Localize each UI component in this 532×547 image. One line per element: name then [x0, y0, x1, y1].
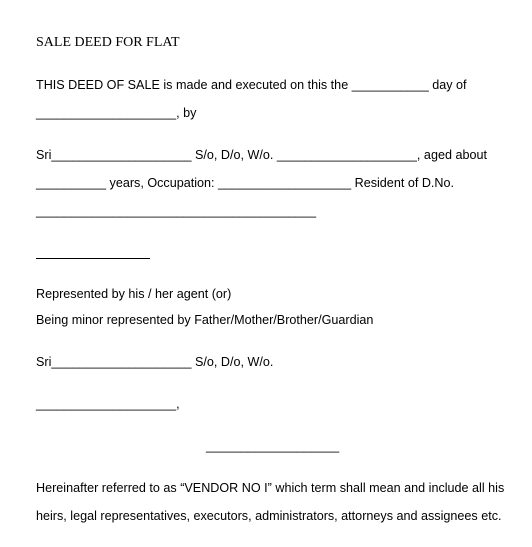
- deed-line-vendor-name: Sri____________________ S/o, D/o, W/o. ____________________, aged about: [36, 148, 487, 162]
- deed-line-by: ____________________, by: [36, 106, 197, 120]
- deed-line-centered-blank: ___________________: [206, 439, 340, 453]
- deed-line-intro: THIS DEED OF SALE is made and executed on this the ___________ day of: [36, 78, 467, 92]
- document-title: SALE DEED FOR FLAT: [36, 35, 180, 50]
- deed-line-address: ________________________________________: [36, 204, 317, 218]
- deed-line-guardian: Being minor represented by Father/Mother/Brother/Guardian: [36, 313, 374, 327]
- signature-rule: [36, 258, 150, 259]
- deed-line-agent-blank: ____________________,: [36, 397, 180, 411]
- deed-line-occupation: __________ years, Occupation: ___________________ Resident of D.No.: [36, 176, 455, 190]
- deed-line-heirs: heirs, legal representatives, executors, administrators, attorneys and assignees etc.: [36, 509, 502, 523]
- deed-line-hereinafter: Hereinafter referred to as “VENDOR NO I” which term shall mean and include all his: [36, 481, 505, 495]
- deed-line-agent: Represented by his / her agent (or): [36, 287, 232, 301]
- deed-line-agent-name: Sri____________________ S/o, D/o, W/o.: [36, 355, 274, 369]
